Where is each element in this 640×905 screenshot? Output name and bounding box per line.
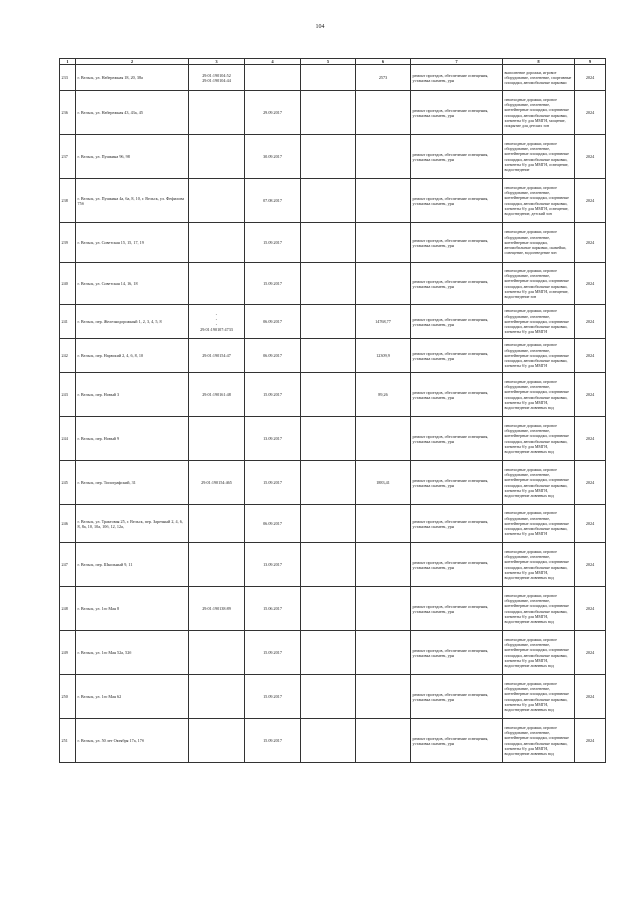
table-row: [60, 135, 606, 179]
table-row: [60, 65, 606, 91]
cell-cad: [189, 223, 245, 263]
cell-c6: [356, 505, 411, 543]
cell-year: 2024: [575, 91, 606, 135]
cell-works: ремонт проездов, обеспечение освещения, установка скамеек, урн: [411, 91, 503, 135]
cell-date: 13.09.2017: [245, 543, 301, 587]
cell-cad: 29:01:190138:89: [189, 587, 245, 631]
cell-n: 233: [60, 65, 76, 91]
cell-year: 2024: [575, 135, 606, 179]
cell-date: 06.09.2017: [245, 305, 301, 339]
cell-year: 2024: [575, 65, 606, 91]
cell-works: ремонт проездов, обеспечение освещения, установка скамеек, урн: [411, 135, 503, 179]
cell-n: 238: [60, 179, 76, 223]
cell-works: ремонт проездов, обеспечение освещения, установка скамеек, урн: [411, 179, 503, 223]
cell-n: 244: [60, 417, 76, 461]
col-header: 2: [76, 59, 189, 65]
cell-items: выполнение дорожки, игровое оборудование, озеленение, спортивные площадки, автомобильные парковки: [503, 65, 575, 91]
table-row: [60, 179, 606, 223]
cell-date: [245, 65, 301, 91]
cell-date: 06.09.2017: [245, 505, 301, 543]
table-row: [60, 461, 606, 505]
cell-c5: [301, 339, 356, 373]
cell-n: 248: [60, 587, 76, 631]
cell-year: 2024: [575, 305, 606, 339]
cell-items: пешеходные дорожки, игровое оборудование, озеленение, контейнерные площадки, спортивные площадки, автомобильные парковки, элементы б/у для ММГН, водоотведение ливневых вод: [503, 417, 575, 461]
cell-items: пешеходные дорожки, игровое оборудование, озеленение, контейнерные площадки, спортивные площадки, автомобильные парковки, элементы б/у для ММГН, водоотведение ливневых вод: [503, 675, 575, 719]
cell-c5: [301, 543, 356, 587]
cell-c6: [356, 263, 411, 305]
cell-n: 241: [60, 305, 76, 339]
cell-c5: [301, 417, 356, 461]
cell-cad: [189, 263, 245, 305]
cell-cad: - - - 29:01:190107:4733: [189, 305, 245, 339]
cell-c6: [356, 179, 411, 223]
cell-address: г. Вельск, ул. 1го Мая 62: [76, 675, 189, 719]
cell-year: 2024: [575, 461, 606, 505]
cell-c6: [356, 417, 411, 461]
cell-year: 2024: [575, 675, 606, 719]
cell-year: 2024: [575, 263, 606, 305]
cell-date: 15.09.2017: [245, 719, 301, 763]
cell-n: 237: [60, 135, 76, 179]
cell-year: 2024: [575, 719, 606, 763]
cell-c6: [356, 675, 411, 719]
cell-address: г. Вельск, ул. 1го Мая 8: [76, 587, 189, 631]
cell-items: пешеходные дорожки, игровое оборудование, озеленение, контейнерные площадки, спортивные площадки, автомобильные парковки, элементы б/у для ММГН, мощение, покрытие для детских зон: [503, 91, 575, 135]
cell-items: пешеходные дорожки, игровое оборудование, озеленение, контейнерные площадки, спортивные площадки, автомобильные парковки, элементы б/у для ММГН: [503, 305, 575, 339]
cell-c6: 14768,77: [356, 305, 411, 339]
table-row: [60, 263, 606, 305]
cell-c5: [301, 305, 356, 339]
cell-c5: [301, 263, 356, 305]
cell-c5: [301, 65, 356, 91]
cell-items: пешеходные дорожки, игровое оборудование, озеленение, контейнерные площадки, спортивные площадки, автомобильные парковки, элементы б/у для ММГН, водоотведение ливневых вод: [503, 373, 575, 417]
cell-address: г. Вельск, пер. Типографский, 31: [76, 461, 189, 505]
cell-date: 07.08.2017: [245, 179, 301, 223]
cell-n: 240: [60, 263, 76, 305]
cell-works: ремонт проездов, обеспечение освещения, установка скамеек, урн: [411, 461, 503, 505]
cell-c6: 12309,9: [356, 339, 411, 373]
cell-date: 29.09.2017: [245, 91, 301, 135]
col-header: 3: [189, 59, 245, 65]
cell-works: ремонт проездов, обеспечение освещения, установка скамеек, урн: [411, 719, 503, 763]
col-header: 1: [60, 59, 76, 65]
cell-c6: [356, 223, 411, 263]
cell-address: г. Вельск, ул. Набережная 18, 20, 38а: [76, 65, 189, 91]
cell-c6: [356, 543, 411, 587]
cell-n: 245: [60, 461, 76, 505]
improvement-table: [59, 58, 606, 763]
cell-year: 2024: [575, 631, 606, 675]
cell-cad: 29:01:190104:52 29:01:190104:44: [189, 65, 245, 91]
cell-c5: [301, 505, 356, 543]
table-row: [60, 505, 606, 543]
cell-year: 2024: [575, 373, 606, 417]
cell-date: 15.09.2017: [245, 675, 301, 719]
cell-n: 239: [60, 223, 76, 263]
table-row: [60, 417, 606, 461]
cell-year: 2024: [575, 339, 606, 373]
cell-works: ремонт проездов, обеспечение освещения, установка скамеек, урн: [411, 675, 503, 719]
cell-c6: [356, 587, 411, 631]
col-header: 5: [301, 59, 356, 65]
cell-address: г. Вельск, пер. Новый 3: [76, 373, 189, 417]
cell-c6: [356, 135, 411, 179]
cell-c5: [301, 461, 356, 505]
cell-c6: [356, 631, 411, 675]
cell-cad: [189, 505, 245, 543]
cell-date: 15.06.2017: [245, 587, 301, 631]
cell-works: ремонт проездов, обеспечение освещения, установка скамеек, урн: [411, 631, 503, 675]
table-row: [60, 223, 606, 263]
cell-cad: [189, 91, 245, 135]
cell-n: 249: [60, 631, 76, 675]
cell-date: 06.09.2017: [245, 339, 301, 373]
cell-address: г. Вельск, ул. Пушкина 4а, 6а, 8, 10, г. Вельск, ул. Фефилова 75б: [76, 179, 189, 223]
cell-c6: 1883,41: [356, 461, 411, 505]
cell-cad: 29:01:190154:47: [189, 339, 245, 373]
cell-items: пешеходные дорожки, игровое оборудование, озеленение, контейнерные площадки, спортивные площадки, автомобильные парковки, элементы б/у для ММГН, освещение, водоотведение: [503, 135, 575, 179]
cell-items: пешеходные дорожки, игровое оборудование, озеленение, контейнерные площадки, спортивные площадки, автомобильные парковки, элементы б/у для ММГН, водоотведение ливневых вод: [503, 587, 575, 631]
cell-items: пешеходные дорожки, игровое оборудование, озеленение, контейнерные площадки, спортивные площадки, автомобильные парковки, элементы б/у для ММГН, освещение, водоотведение, детский зон: [503, 179, 575, 223]
cell-works: ремонт проездов, обеспечение освещения, установка скамеек, урн: [411, 587, 503, 631]
cell-works: ремонт проездов, обеспечение освещения, установка скамеек, урн: [411, 417, 503, 461]
table-row: [60, 719, 606, 763]
cell-date: 15.09.2017: [245, 461, 301, 505]
cell-c5: [301, 631, 356, 675]
cell-year: 2024: [575, 543, 606, 587]
cell-address: г. Вельск, ул. 50 лет Октября 17а, 17б: [76, 719, 189, 763]
cell-cad: [189, 631, 245, 675]
cell-c5: [301, 135, 356, 179]
cell-c6: 89,26: [356, 373, 411, 417]
cell-year: 2024: [575, 223, 606, 263]
cell-n: 251: [60, 719, 76, 763]
col-header: 4: [245, 59, 301, 65]
cell-works: ремонт проездов, обеспечение освещения, установка скамеек, урн: [411, 505, 503, 543]
cell-address: г. Вельск, пер. Железнодорожный 1, 2, 3, 4, 5, 8: [76, 305, 189, 339]
table-row: [60, 587, 606, 631]
cell-items: пешеходные дорожки, игровое оборудование, озеленение, контейнерные площадки, спортивные площадки, автомобильные парковки, элементы б/у для ММГН: [503, 339, 575, 373]
table-row: [60, 543, 606, 587]
cell-cad: [189, 417, 245, 461]
cell-works: ремонт проездов, обеспечение освещения, установка скамеек, урн: [411, 263, 503, 305]
cell-c5: [301, 373, 356, 417]
col-header: 7: [411, 59, 503, 65]
cell-address: г. Вельск, пер. Нарвский 2, 4, 6, 8, 10: [76, 339, 189, 373]
cell-c5: [301, 223, 356, 263]
cell-address: г. Вельск, ул. Советская 14, 16, 18: [76, 263, 189, 305]
cell-date: 13.09.2017: [245, 417, 301, 461]
cell-items: пешеходные дорожки, игровое оборудование, озеленение, контейнерные площадки, спортивные площадки, автомобильные парковки, элементы б/у для ММГН, водоотведение ливневых вод: [503, 631, 575, 675]
cell-c5: [301, 179, 356, 223]
cell-year: 2024: [575, 417, 606, 461]
cell-address: г. Вельск, пер. Школьный 9, 11: [76, 543, 189, 587]
cell-address: г. Вельск, ул. Пушкина 96, 98: [76, 135, 189, 179]
cell-n: 250: [60, 675, 76, 719]
cell-items: пешеходные дорожки, игровое оборудование, озеленение, контейнерные площадки, спортивные площадки, автомобильные парковки, элементы б/у для ММГН, водоотведение ливневых вод: [503, 461, 575, 505]
cell-c6: 2573: [356, 65, 411, 91]
cell-works: ремонт проездов, обеспечение освещения, установка скамеек, урн: [411, 373, 503, 417]
cell-works: ремонт проездов, обеспечение освещения, установка скамеек, урн: [411, 305, 503, 339]
cell-date: 30.09.2017: [245, 135, 301, 179]
col-header: 6: [356, 59, 411, 65]
cell-items: пешеходные дорожки, игровое оборудование, озеленение, контейнерные площадки, спортивные площадки, автомобильные парковки, элементы б/у для ММГН, водоотведение ливневых вод: [503, 543, 575, 587]
cell-n: 236: [60, 91, 76, 135]
cell-date: 15.09.2017: [245, 631, 301, 675]
cell-date: 15.09.2017: [245, 373, 301, 417]
page-number: 104: [315, 24, 325, 30]
cell-cad: [189, 675, 245, 719]
cell-works: ремонт проездов, обеспечение освещения, установка скамеек, урн: [411, 339, 503, 373]
cell-cad: [189, 543, 245, 587]
cell-cad: [189, 135, 245, 179]
cell-c5: [301, 587, 356, 631]
cell-n: 243: [60, 373, 76, 417]
cell-address: г. Вельск, ул. Советская 15, 15, 17, 19: [76, 223, 189, 263]
cell-items: пешеходные дорожки, игровое оборудование, озеленение, контейнерные площадки, спортивные площадки, автомобильные парковки, элементы б/у для ММГН: [503, 505, 575, 543]
table-row: [60, 91, 606, 135]
cell-cad: 29:01:190154:465: [189, 461, 245, 505]
cell-items: пешеходные дорожки, игровое оборудование, озеленение, контейнерные площадки, автомобильные парковки, скамейки, освещение, водоотведение зон: [503, 223, 575, 263]
table-row: [60, 305, 606, 339]
cell-c6: [356, 91, 411, 135]
table-row: [60, 631, 606, 675]
cell-items: пешеходные дорожки, игровое оборудование, озеленение, контейнерные площадки, спортивные площадки, автомобильные парковки, элементы б/у для ММГН, освещение, водоотведение зон: [503, 263, 575, 305]
col-header: 9: [575, 59, 606, 65]
cell-address: г. Вельск, пер. Новый 9: [76, 417, 189, 461]
cell-c5: [301, 675, 356, 719]
cell-c6: [356, 719, 411, 763]
cell-n: 242: [60, 339, 76, 373]
cell-works: ремонт проездов, обеспечение освещения, установка скамеек, урн: [411, 65, 503, 91]
cell-address: г. Вельск, ул. Трактовая 25, г. Вельск, пер. Заречный 2, 4, 6, 8, 8а, 10, 10а, 10б, 12, 12а,: [76, 505, 189, 543]
cell-date: 15.09.2017: [245, 263, 301, 305]
cell-items: пешеходные дорожки, игровое оборудование, озеленение, контейнерные площадки, спортивные площадки, автомобильные парковки, элементы б/у для ММГН, водоотведение ливневых вод: [503, 719, 575, 763]
cell-year: 2024: [575, 179, 606, 223]
cell-cad: [189, 179, 245, 223]
cell-cad: [189, 719, 245, 763]
table-row: [60, 373, 606, 417]
cell-year: 2024: [575, 587, 606, 631]
cell-works: ремонт проездов, обеспечение освещения, установка скамеек, урн: [411, 223, 503, 263]
cell-address: г. Вельск, ул. Набережная 43, 43а, 45: [76, 91, 189, 135]
cell-year: 2024: [575, 505, 606, 543]
cell-c5: [301, 91, 356, 135]
col-header: 8: [503, 59, 575, 65]
table-row: [60, 675, 606, 719]
cell-cad: 29:01:190161:48: [189, 373, 245, 417]
cell-date: 15.09.2017: [245, 223, 301, 263]
cell-address: г. Вельск, ул. 1го Мая 52а, 52б: [76, 631, 189, 675]
cell-n: 247: [60, 543, 76, 587]
cell-n: 246: [60, 505, 76, 543]
table-row: [60, 339, 606, 373]
cell-works: ремонт проездов, обеспечение освещения, установка скамеек, урн: [411, 543, 503, 587]
cell-c5: [301, 719, 356, 763]
